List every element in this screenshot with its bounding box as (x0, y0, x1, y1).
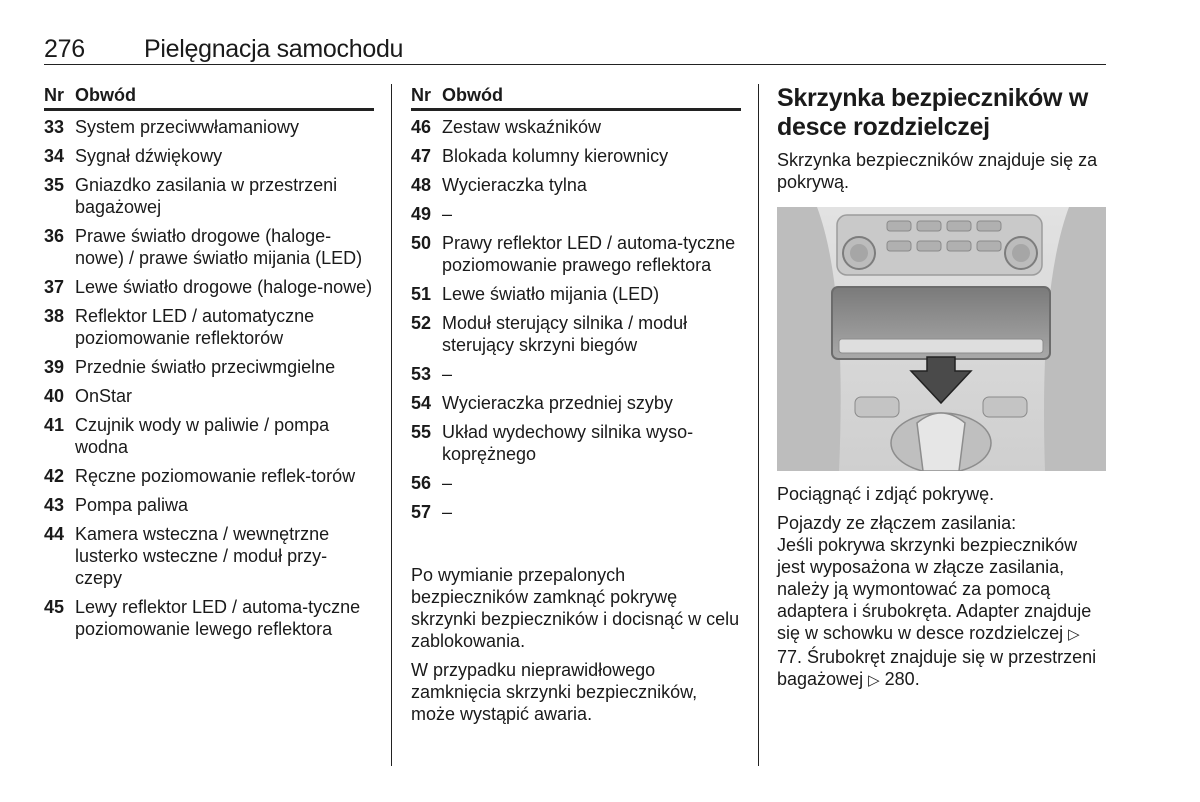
chapter-title: Pielęgnacja samochodu (144, 35, 404, 63)
fuse-circuit: Prawe światło drogowe (haloge-nowe) / prawe światło mijania (LED) (75, 226, 363, 268)
table-row (44, 356, 374, 378)
table-row (411, 312, 741, 356)
table-row (44, 414, 374, 458)
fuse-number: 49 (411, 204, 432, 224)
page-reference-arrow-icon: ▷ (868, 672, 880, 689)
fuse-circuit: Wycieraczka przedniej szyby (442, 393, 673, 413)
table-row (44, 225, 374, 269)
note-paragraph: Po wymianie przepalonych bezpieczników zamknąć pokrywę skrzynki bezpieczników i docisnąć w celu zablokowania. (411, 565, 740, 651)
table-row (44, 116, 374, 138)
table-row (44, 276, 374, 298)
page-header (44, 34, 1106, 65)
note-paragraph: W przypadku nieprawidłowego zamknięcia skrzynki bezpieczników, może wystąpić awaria. (411, 660, 698, 724)
fuse-circuit: – (442, 473, 453, 493)
fuse-number: 34 (44, 146, 65, 166)
fuse-number: 36 (44, 226, 65, 246)
fuse-circuit: OnStar (75, 386, 133, 406)
table-row (411, 283, 741, 305)
table-row (44, 494, 374, 516)
fuse-circuit: – (442, 204, 453, 224)
fuse-number: 53 (411, 364, 432, 384)
table-row (411, 174, 741, 196)
table-row (411, 116, 741, 138)
page-ref-77[interactable]: 77 (777, 647, 798, 667)
fuse-circuit: Układ wydechowy silnika wyso-koprężnego (442, 422, 694, 464)
fuse-number: 38 (44, 306, 65, 326)
fuse-table-column-1 (44, 84, 374, 640)
table-header (411, 84, 741, 111)
header-circuit: Obwód (442, 85, 503, 105)
fuse-circuit: Blokada kolumny kierownicy (442, 146, 669, 166)
fuse-circuit: Lewe światło mijania (LED) (442, 284, 660, 304)
table-row (44, 174, 374, 218)
table-row (411, 363, 741, 385)
fuse-number: 45 (44, 597, 65, 617)
fuse-number: 46 (411, 117, 432, 137)
fuse-circuit: Sygnał dźwiękowy (75, 146, 223, 166)
table-row (44, 465, 374, 487)
column-divider (391, 84, 392, 766)
table-row (411, 145, 741, 167)
instruction-adapter: Jeśli pokrywa skrzynki bezpieczników jest wyposażona w złącze zasilania, należy ją wymontować za pomocą adaptera i śrubokręta. Adapter znajduje się w schowku w desce rozdzielczej ▷ 77. Śrubokręt znajduje się w przestrzeni bagażowej ▷ 280. (777, 535, 1097, 689)
fuse-circuit: Ręczne poziomowanie reflek-torów (75, 466, 356, 486)
table-row (411, 421, 741, 465)
fuse-number: 35 (44, 175, 65, 195)
fuse-box-cover-illustration (777, 207, 1106, 471)
dashboard-drawing (777, 207, 1106, 471)
table-row (44, 596, 374, 640)
table-row (411, 501, 741, 523)
table-row (411, 232, 741, 276)
instruction-remove-cover: Pociągnąć i zdjąć pokrywę. (777, 484, 995, 504)
section-title: Skrzynka bezpieczników w desce rozdzielczej (777, 84, 1088, 141)
fuse-number: 55 (411, 422, 432, 442)
fuse-number: 44 (44, 524, 65, 544)
table-row (44, 145, 374, 167)
fuse-number: 48 (411, 175, 432, 195)
column-divider (758, 84, 759, 766)
table-row (411, 203, 741, 225)
table-row (44, 523, 374, 589)
fuse-circuit: Zestaw wskaźników (442, 117, 602, 137)
page-ref-280[interactable]: 280 (884, 669, 915, 689)
fuse-number: 47 (411, 146, 432, 166)
header-nr: Nr (44, 85, 65, 105)
fuse-number: 37 (44, 277, 65, 297)
fuse-number: 50 (411, 233, 432, 253)
fuse-circuit: System przeciwwłamaniowy (75, 117, 300, 137)
table-row (411, 472, 741, 494)
fuse-circuit: Reflektor LED / automatyczne poziomowanie reflektorów (75, 306, 315, 348)
section-intro: Skrzynka bezpieczników znajduje się za pokrywą. (777, 150, 1098, 192)
fuse-number: 43 (44, 495, 65, 515)
instrument-panel-fuse-section (777, 84, 1107, 692)
page-reference-arrow-icon: ▷ (1068, 626, 1080, 643)
fuse-circuit: Moduł sterujący silnika / moduł sterujący skrzyni biegów (442, 313, 688, 355)
fuse-table-column-2 (411, 84, 741, 523)
fuse-number: 57 (411, 502, 432, 522)
fuse-number: 33 (44, 117, 65, 137)
fuse-circuit: Gniazdko zasilania w przestrzeni bagażowej (75, 175, 338, 217)
fuse-number: 41 (44, 415, 65, 435)
fuse-circuit: Lewe światło drogowe (haloge-nowe) (75, 277, 373, 297)
fuse-circuit: – (442, 502, 453, 522)
fuse-notes (411, 564, 741, 725)
header-circuit: Obwód (75, 85, 136, 105)
fuse-number: 54 (411, 393, 432, 413)
fuse-number: 42 (44, 466, 65, 486)
fuse-circuit: – (442, 364, 453, 384)
fuse-number: 51 (411, 284, 432, 304)
fuse-number: 40 (44, 386, 65, 406)
table-row (44, 305, 374, 349)
instruction-power-socket: Pojazdy ze złączem zasilania: (777, 513, 1017, 533)
fuse-circuit: Przednie światło przeciwmgielne (75, 357, 336, 377)
table-row (411, 392, 741, 414)
fuse-number: 56 (411, 473, 432, 493)
table-header (44, 84, 374, 111)
fuse-circuit: Pompa paliwa (75, 495, 189, 515)
header-nr: Nr (411, 85, 432, 105)
fuse-circuit: Kamera wsteczna / wewnętrzne lusterko wsteczne / moduł przy-czepy (75, 524, 330, 588)
fuse-circuit: Lewy reflektor LED / automa-tyczne poziomowanie lewego reflektora (75, 597, 361, 639)
fuse-circuit: Czujnik wody w paliwie / pompa wodna (75, 415, 330, 457)
fuse-circuit: Wycieraczka tylna (442, 175, 587, 195)
page-number: 276 (44, 35, 85, 63)
table-row (44, 385, 374, 407)
fuse-circuit: Prawy reflektor LED / automa-tyczne poziomowanie prawego reflektora (442, 233, 736, 275)
fuse-number: 39 (44, 357, 65, 377)
fuse-number: 52 (411, 313, 432, 333)
